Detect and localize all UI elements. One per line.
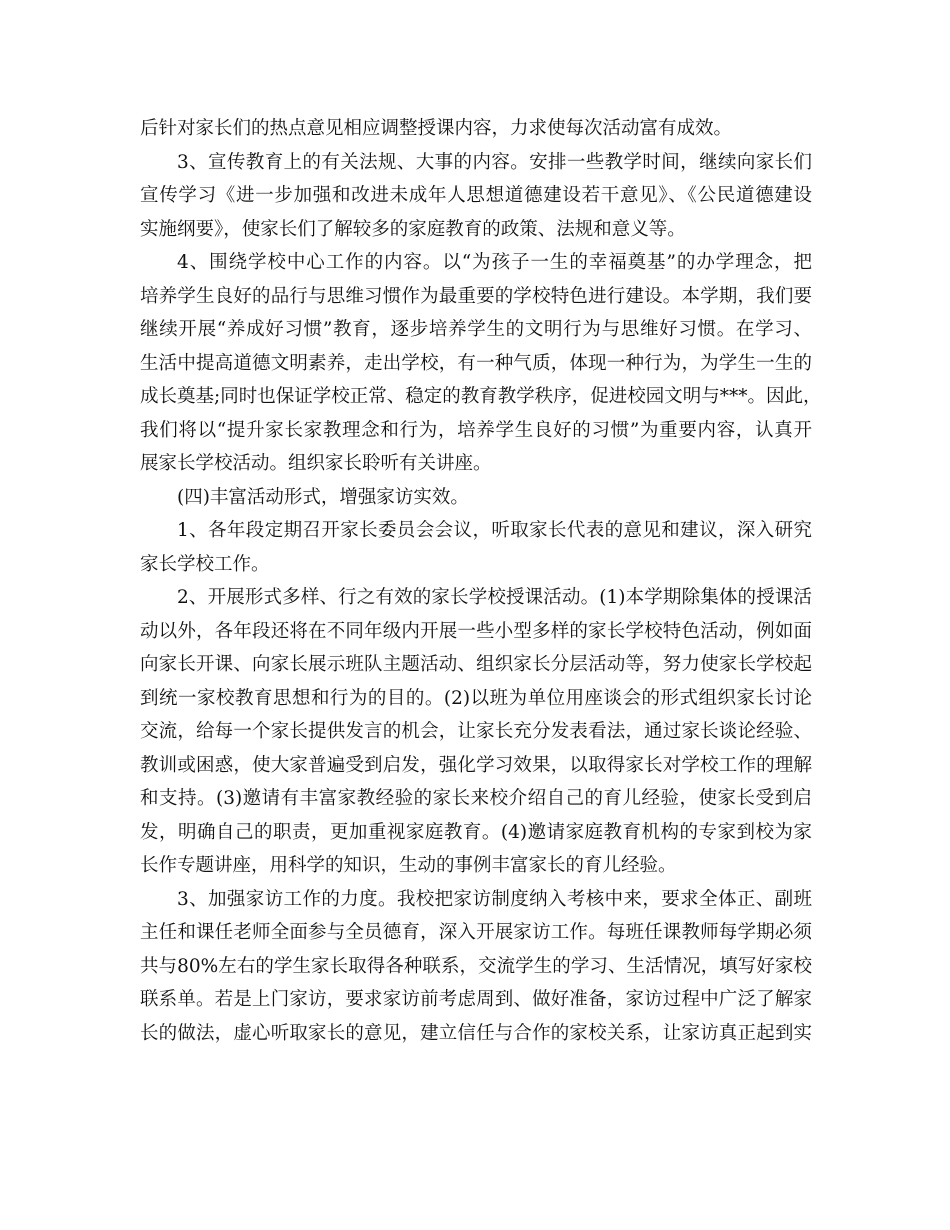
text-line: 2、开展形式多样、行之有效的家长学校授课活动。(1)本学期除集体的授课活 [177, 587, 812, 608]
text-line: 培养学生良好的品行与思维习惯作为最重要的学校特色进行建设。本学期，我们要 [140, 285, 812, 307]
text-line: 向家长开课、向家长展示班队主题活动、组织家长分层活动等，努力使家长学校起 [140, 654, 812, 675]
text-line: 后针对家长们的热点意见相应调整授课内容，力求使每次活动富有成效。 [140, 118, 733, 139]
text-line: 长的做法，虚心听取家长的意见，建立信任与合作的家校关系，让家访真正起到实 [140, 1022, 812, 1044]
document-body [140, 112, 822, 1050]
text-line: 展家长学校活动。组织家长聆听有关讲座。 [140, 453, 492, 474]
text-line: 实施纲要》，使家长们了解较多的家庭教育的政策、法规和意义等。 [140, 218, 686, 240]
text-line: 4、围绕学校中心工作的内容。以“为孩子一生的幸福奠基”的办学理念，把 [177, 252, 812, 273]
text-line: 动以外，各年段还将在不同年级内开展一些小型多样的家长学校特色活动，例如面 [140, 620, 812, 642]
text-line: 主任和课任老师全面参与全员德育，深入开展家访工作。每班任课教师每学期必须 [140, 922, 812, 943]
text-line: 我们将以“提升家长家教理念和行为，培养学生良好的习惯”为重要内容，认真开 [140, 419, 812, 441]
text-line: 共与80%左右的学生家长取得各种联系，交流学生的学习、生活情况，填写好家校 [140, 955, 812, 977]
text-line: 生活中提高道德文明素养，走出学校，有一种气质，体现一种行为，为学生一生的 [140, 352, 812, 374]
text-line: 长作专题讲座，用科学的知识，生动的事例丰富家长的育儿经验。 [140, 855, 677, 876]
text-line: 1、各年段定期召开家长委员会会议，听取家长代表的意见和建议，深入研究 [177, 520, 812, 541]
text-line: 交流，给每一个家长提供发言的机会，让家长充分发表看法，通过家长谈论经验、 [140, 721, 812, 742]
text-line: 继续开展“养成好习惯”教育，逐步培养学生的文明行为与思维好习惯。在学习、 [140, 319, 812, 340]
text-line: 教训或困惑，使大家普遍受到启发，强化学习效果，以取得家长对学校工作的理解 [140, 754, 812, 776]
text-line: 联系单。若是上门家访，要求家访前考虑周到、做好准备，家访过程中广泛了解家 [140, 989, 812, 1010]
text-line: 3、加强家访工作的力度。我校把家访制度纳入考核中来，要求全体正、副班 [177, 888, 812, 910]
text-line: 3、宣传教育上的有关法规、大事的内容。安排一些教学时间，继续向家长们 [177, 151, 812, 173]
text-line: 成长奠基;同时也保证学校正常、稳定的教育教学秩序，促进校园文明与***。因此， [140, 386, 822, 407]
text-line: 家长学校工作。 [140, 553, 270, 575]
text-line: (四)丰富活动形式，增强家访实效。 [177, 486, 469, 508]
text-line: 发，明确自己的职责，更加重视家庭教育。(4)邀请家庭教育机构的专家到校为家 [140, 821, 812, 843]
text-line: 和支持。(3)邀请有丰富家教经验的家长来校介绍自己的育儿经验，使家长受到启 [140, 788, 812, 809]
text-line: 宣传学习《进一步加强和改进未成年人思想道德建设若干意见》、《公民道德建设 [140, 185, 812, 206]
text-line: 到统一家校教育思想和行为的目的。(2)以班为单位用座谈会的形式组织家长讨论 [140, 687, 812, 709]
